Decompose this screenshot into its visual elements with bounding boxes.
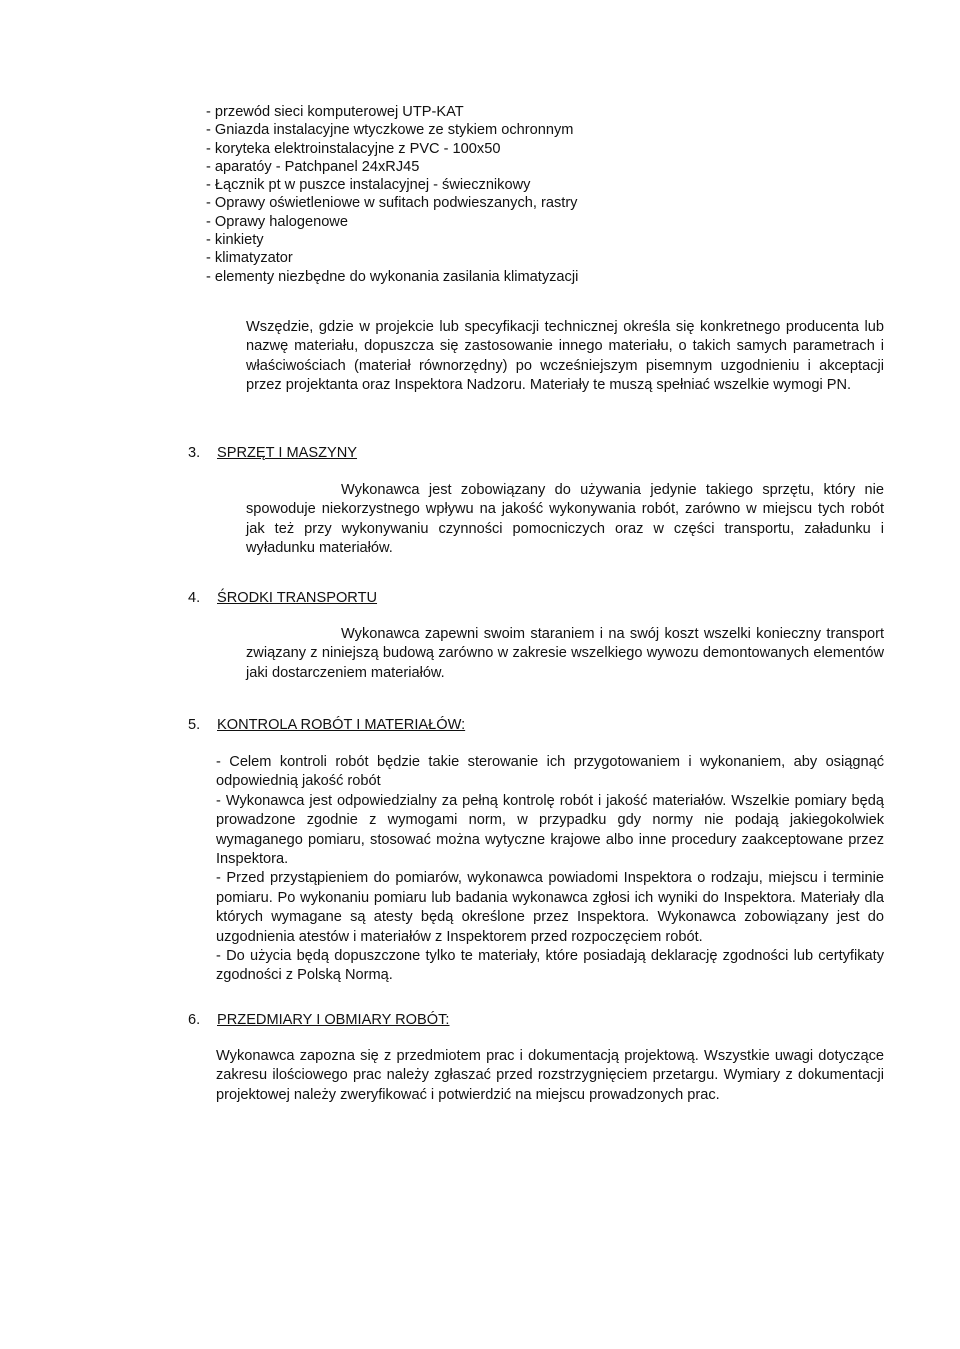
materials-list	[206, 103, 726, 286]
paragraph-text: Wszędzie, gdzie w projekcie lub specyfikacji technicznej określa się konkretnego producenta lub nazwę materiału, dopuszcza się zastosowanie innego materiału, o takich samych parametrach i właściwościach (materiał równorzędny) po wcześniejszym pisemnym uzgodnieniu i akceptacji przez projektanta oraz Inspektora Nadzoru. Materiały te muszą spełniać wszelkie wymogi PN.	[246, 319, 884, 394]
section-number: 3.	[188, 445, 201, 461]
section-heading-3	[188, 443, 357, 463]
section-title: KONTROLA ROBÓT I MATERIAŁÓW:	[217, 717, 466, 733]
section-6-body	[216, 1047, 884, 1105]
paragraph-text: - Wykonawca jest odpowiedzialny za pełną kontrolę robót i jakość materiałów. Wszelkie pomiary będą prowadzone zgodnie z wymogami norm, w przypadku gdy normy nie podają jakiegokolwiek wymaganego pomiaru, stosować można wytyczne krajowe albo inne procedury zaakceptowane przez Inspektora.	[216, 792, 884, 868]
section-4-body	[246, 625, 884, 683]
paragraph-text: - Celem kontroli robót będzie takie sterowanie ich przygotowaniem i wykonaniem, aby osiągnąć odpowiednią jakość robót	[216, 754, 884, 790]
section-title: SPRZĘT I MASZYNY	[217, 445, 358, 461]
section-number: 6.	[188, 1012, 201, 1028]
section-number: 4.	[188, 590, 201, 606]
list-item: - Oprawy oświetleniowe w sufitach podwieszanych, rastry	[206, 195, 578, 212]
list-item: - elementy niezbędne do wykonania zasilania klimatyzacji	[206, 268, 579, 285]
section-number: 5.	[188, 717, 201, 733]
section-heading-4	[188, 588, 377, 608]
section-heading-5	[188, 715, 465, 735]
section-heading-6	[188, 1010, 449, 1030]
list-item: - koryteka elektroinstalacyjne z PVC - 100x50	[206, 140, 501, 157]
section-5-body	[216, 753, 884, 986]
paragraph-text: Wykonawca jest zobowiązany do używania jedynie takiego sprzętu, który nie spowoduje niekorzystnego wpływu na jakość wykonywania robót, zarówno w miejscu tych robót jak też przy wykonywaniu czynności pomocniczych oraz w części transportu, załadunku i wyładunku materiałów.	[246, 482, 884, 557]
list-item: - Gniazda instalacyjne wtyczkowe ze stykiem ochronnym	[206, 122, 574, 139]
paragraph-text: - Przed przystąpieniem do pomiarów, wykonawca powiadomi Inspektora o rodzaju, miejscu i terminie pomiaru. Po wykonaniu pomiaru lub badania wykonawca zgłosi ich wyniki do Inspektora. Materiały dla których wymagane są atesty będą określone przez Inspektora. Wykonawca zobowiązany jest do uzgodnienia atestów i materiałów z Inspektorem przed rozpoczęciem robót.	[216, 870, 884, 945]
section-title: ŚRODKI TRANSPORTU	[217, 590, 378, 606]
equivalence-paragraph	[246, 318, 884, 396]
paragraph-text: Wykonawca zapozna się z przedmiotem prac i dokumentacją projektową. Wszystkie uwagi dotyczące zakresu ilościowego prac należy zgłaszać przed rozstrzygnięciem przetargu. Wymiary z dokumentacji projektowej należy zweryfikować i potwierdzić na miejscu prowadzonych prac.	[216, 1048, 884, 1103]
paragraph-text: - Do użycia będą dopuszczone tylko te materiały, które posiadają deklarację zgodności lub certyfikaty zgodności z Polską Normą.	[216, 948, 884, 984]
list-item: - Łącznik pt w puszce instalacyjnej - świecznikowy	[206, 177, 531, 194]
list-item: - klimatyzator	[206, 250, 293, 267]
paragraph-text: Wykonawca zapewni swoim staraniem i na swój koszt wszelki konieczny transport związany z niniejszą budową zarówno w zakresie wszelkiego wywozu demontowanych elementów jaki dostarczeniem materiałów.	[246, 626, 884, 681]
list-item: - kinkiety	[206, 232, 264, 249]
list-item: - przewód sieci komputerowej UTP-KAT	[206, 104, 464, 120]
section-3-body	[246, 481, 884, 559]
list-item: - aparatóy - Patchpanel 24xRJ45	[206, 158, 420, 175]
list-item: - Oprawy halogenowe	[206, 213, 348, 230]
section-title: PRZEDMIARY I OBMIARY ROBÓT:	[217, 1012, 450, 1028]
